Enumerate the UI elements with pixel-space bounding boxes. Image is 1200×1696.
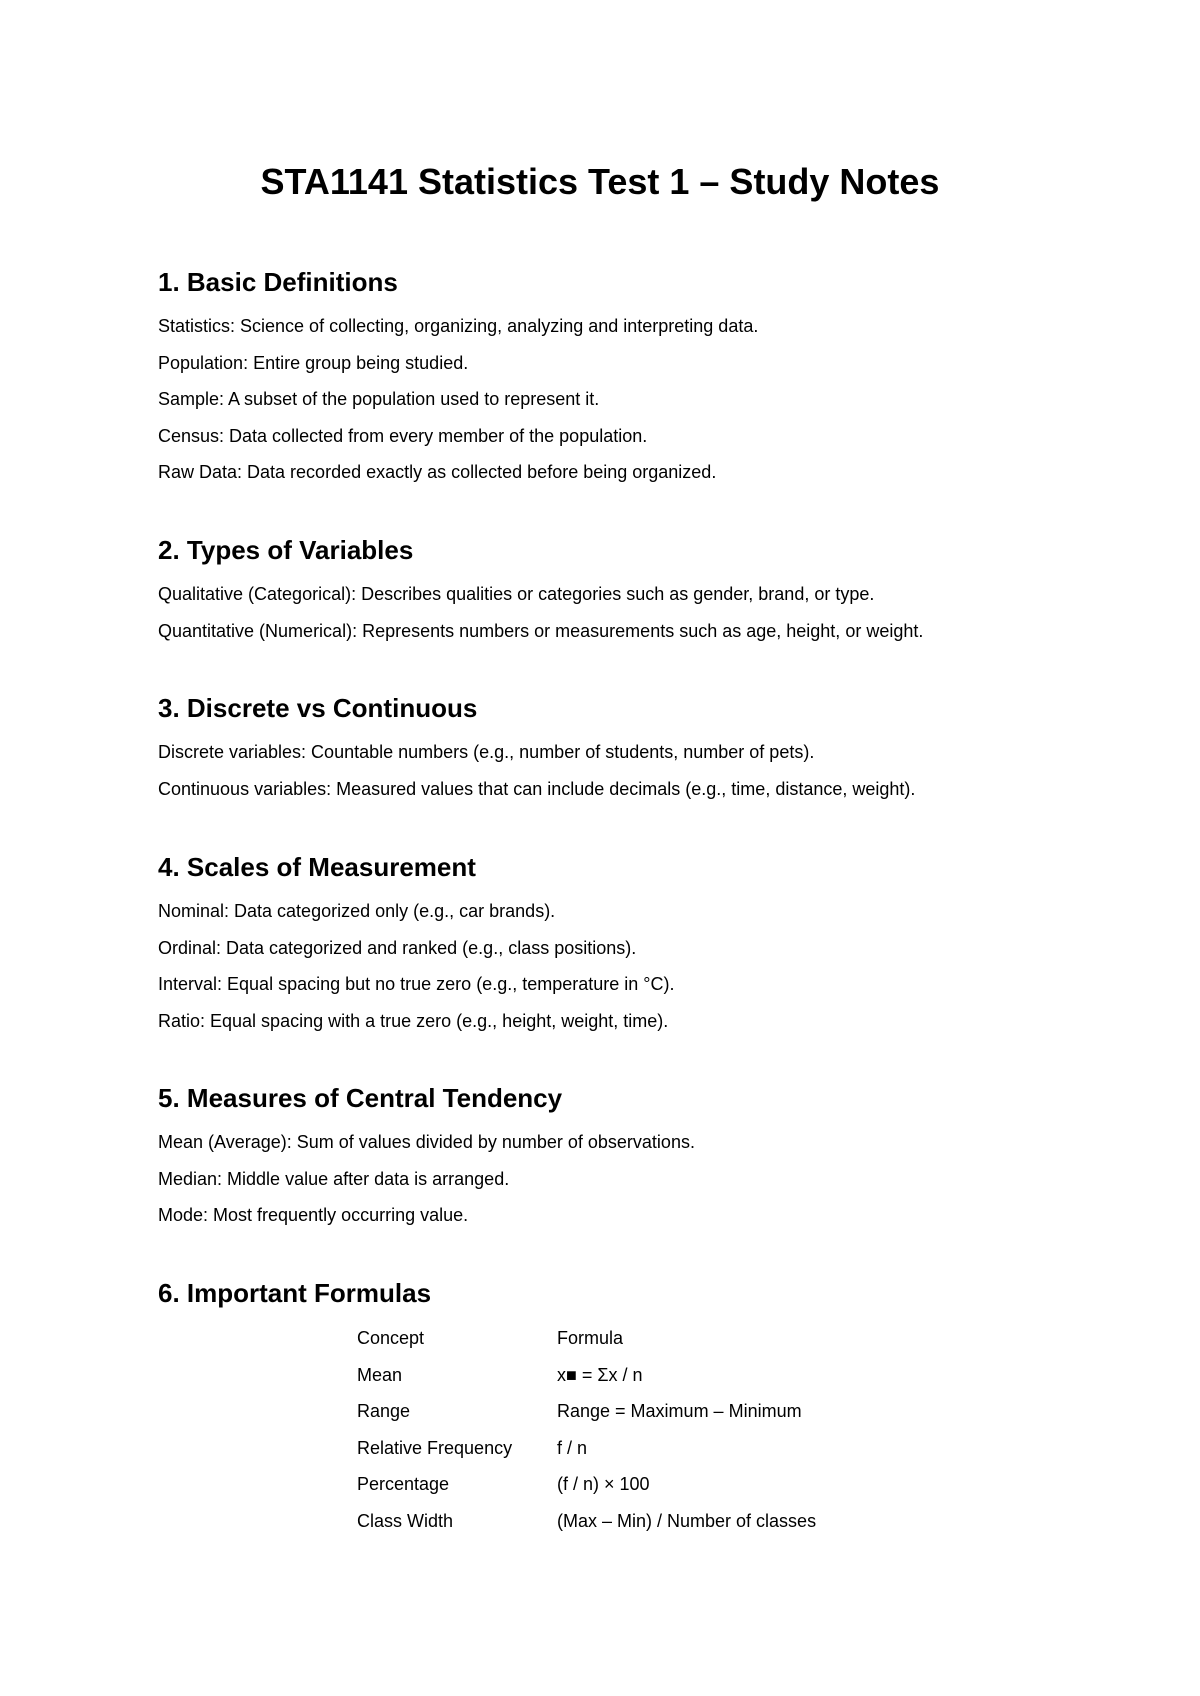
definition-line: Discrete variables: Countable numbers (e.g., number of students, number of pets). [158,742,815,762]
definition-line: Ordinal: Data categorized and ranked (e.g., class positions). [158,937,637,958]
table-row [357,1430,877,1467]
definition-line: Interval: Equal spacing but no true zero (e.g., temperature in °C). [158,974,675,994]
definition-line: Census: Data collected from every member of the population. [158,425,648,446]
definition-line: Sample: A subset of the population used to represent it. [158,389,600,409]
section-important-formulas [158,1276,1058,1319]
table-row [357,1503,877,1540]
concept-cell: Percentage [357,1474,450,1494]
definition-line: Statistics: Science of collecting, organizing, analyzing and interpreting data. [158,316,759,336]
formula-cell: (Max – Min) / Number of classes [557,1510,817,1531]
column-header-formula: Formula [557,1328,624,1348]
column-header-concept: Concept [357,1328,425,1348]
definition-line: Mode: Most frequently occurring value. [158,1205,469,1225]
section-types-of-variables [158,533,1058,649]
section-heading: 3. Discrete vs Continuous [158,693,478,723]
definition-line: Nominal: Data categorized only (e.g., car brands). [158,901,556,921]
concept-cell: Class Width [357,1510,454,1531]
definition-line: Continuous variables: Measured values that can include decimals (e.g., time, distance, weight). [158,778,916,799]
table-row [357,1466,877,1503]
definition-line: Quantitative (Numerical): Represents numbers or measurements such as age, height, or weight. [158,620,924,641]
formula-cell: f / n [557,1437,588,1458]
formula-cell: Range = Maximum – Minimum [557,1401,802,1421]
formula-cell: x■ = Σx / n [557,1364,643,1385]
concept-cell: Relative Frequency [357,1437,513,1458]
section-heading: 4. Scales of Measurement [158,852,476,882]
table-row [357,1393,877,1430]
definition-line: Raw Data: Data recorded exactly as collected before being organized. [158,462,717,482]
formula-table [357,1320,877,1539]
section-heading: 6. Important Formulas [158,1278,432,1308]
definition-line: Mean (Average): Sum of values divided by number of observations. [158,1132,695,1152]
section-basic-definitions [158,265,1058,491]
section-discrete-vs-continuous [158,691,1058,807]
section-scales-of-measurement [158,850,1058,1039]
concept-cell: Range [357,1401,411,1421]
section-heading: 5. Measures of Central Tendency [158,1083,563,1113]
definition-line: Population: Entire group being studied. [158,352,469,373]
table-row [357,1357,877,1394]
concept-cell: Mean [357,1364,403,1385]
section-heading: 2. Types of Variables [158,535,414,565]
definition-line: Median: Middle value after data is arranged. [158,1168,510,1189]
definition-line: Qualitative (Categorical): Describes qualities or categories such as gender, brand, or type. [158,584,875,604]
section-heading: 1. Basic Definitions [158,267,398,297]
formula-cell: (f / n) × 100 [557,1474,650,1494]
section-central-tendency [158,1081,1058,1234]
table-header-row [357,1320,877,1357]
definition-line: Ratio: Equal spacing with a true zero (e.g., height, weight, time). [158,1010,669,1031]
document-title: STA1141 Statistics Test 1 – Study Notes [260,161,940,202]
